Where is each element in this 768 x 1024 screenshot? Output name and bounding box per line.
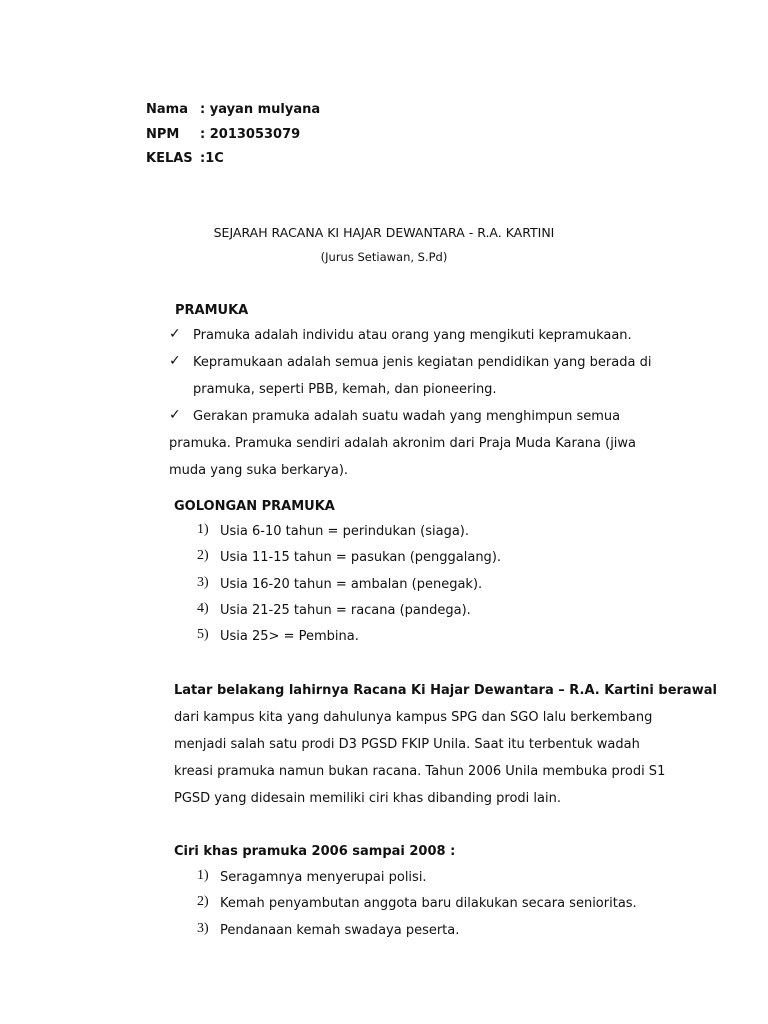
list-number: 3)	[197, 575, 209, 590]
check-icon: ✓	[169, 353, 181, 369]
golongan-item-1: Usia 6-10 tahun = perindukan (siaga).	[220, 524, 469, 539]
name-label: Nama	[146, 102, 188, 117]
pramuka-bullet-1: Pramuka adalah individu atau orang yang mengikuti kepramukaan.	[193, 328, 632, 343]
golongan-heading: GOLONGAN PRAMUKA	[174, 499, 335, 514]
list-number: 3)	[197, 921, 209, 936]
kelas-label: KELAS	[146, 151, 193, 166]
pramuka-heading: PRAMUKA	[175, 303, 249, 318]
latar-line-3: menjadi salah satu prodi D3 PGSD FKIP Unila. Saat itu terbentuk wadah	[174, 737, 640, 752]
pramuka-bullet-3-line-2: pramuka. Pramuka sendiri adalah akronim dari Praja Muda Karana (jiwa	[169, 436, 637, 451]
ciri-item-2: Kemah penyambutan anggota baru dilakukan secara senioritas.	[220, 896, 637, 911]
golongan-item-2: Usia 11-15 tahun = pasukan (penggalang).	[220, 550, 502, 565]
name-value: : yayan mulyana	[200, 102, 321, 117]
list-number: 1)	[197, 868, 209, 883]
latar-line-1-rest: berawal	[653, 683, 717, 698]
document-subtitle: (Jurus Setiawan, S.Pd)	[320, 250, 448, 264]
pramuka-bullet-2-line-1: Kepramukaan adalah semua jenis kegiatan pendidikan yang berada di	[193, 355, 652, 370]
golongan-item-5: Usia 25> = Pembina.	[220, 629, 359, 644]
latar-line-4: kreasi pramuka namun bukan racana. Tahun 2006 Unila membuka prodi S1	[174, 764, 666, 779]
golongan-item-3: Usia 16-20 tahun = ambalan (penegak).	[220, 577, 483, 592]
list-number: 2)	[197, 548, 209, 563]
check-icon: ✓	[169, 326, 181, 342]
list-number: 4)	[197, 601, 209, 616]
latar-line-2: dari kampus kita yang dahulunya kampus SPG dan SGO lalu berkembang	[174, 710, 653, 725]
ciri-item-3: Pendanaan kemah swadaya peserta.	[220, 923, 460, 938]
list-number: 1)	[197, 522, 209, 537]
list-number: 2)	[197, 894, 209, 909]
ciri-heading: Ciri khas pramuka 2006 sampai 2008 :	[174, 844, 456, 859]
check-icon: ✓	[169, 407, 181, 423]
golongan-item-4: Usia 21-25 tahun = racana (pandega).	[220, 603, 471, 618]
kelas-value: :1C	[200, 151, 224, 166]
ciri-item-1: Seragamnya menyerupai polisi.	[220, 870, 427, 885]
pramuka-bullet-2-line-2: pramuka, seperti PBB, kemah, dan pioneering.	[193, 382, 497, 397]
document-title: SEJARAH RACANA KI HAJAR DEWANTARA - R.A. KARTINI	[213, 225, 555, 240]
pramuka-bullet-3-line-1: Gerakan pramuka adalah suatu wadah yang menghimpun semua	[193, 409, 621, 424]
latar-line-1	[174, 683, 717, 698]
npm-value: : 2013053079	[200, 127, 301, 142]
latar-line-5: PGSD yang didesain memiliki ciri khas dibanding prodi lain.	[174, 791, 561, 806]
list-number: 5)	[197, 627, 209, 642]
npm-label: NPM	[146, 127, 180, 142]
latar-line-1-bold: Latar belakang lahirnya Racana Ki Hajar Dewantara – R.A. Kartini	[174, 683, 654, 698]
pramuka-bullet-3-line-3: muda yang suka berkarya).	[169, 463, 349, 478]
